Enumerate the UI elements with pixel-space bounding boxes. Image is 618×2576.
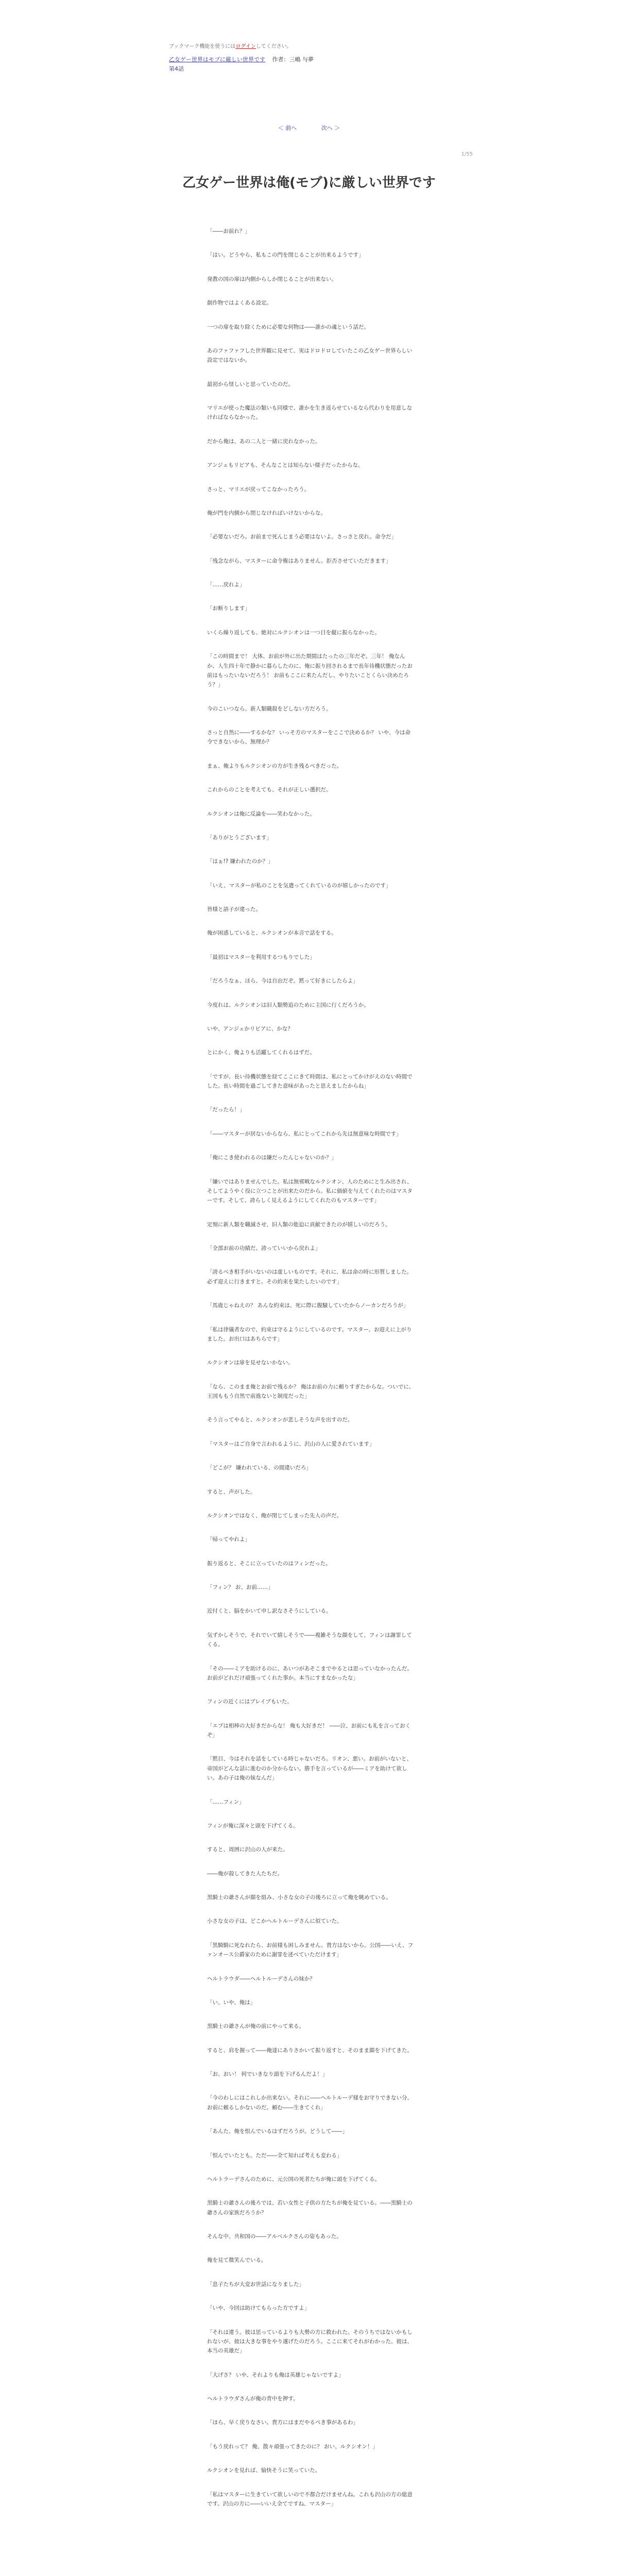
paragraph: 「今のわしにはこれしか出来ない。それに――ヘルトルーデ様をお守りできない分、お前に頼るしかないのだ。頼む――生きてくれ」 <box>207 2095 413 2111</box>
paragraph: 「馬鹿じゃねえの？ あんな約束は、死に際に腹騒していたからノーカンだろうが」 <box>207 1302 409 1309</box>
paragraph: 「ですが、長い待機状態を経てここにきて時間は、私にとってかけがえのない時間でした。長い時間を過ごしてきた意味があったと思えましたからね」 <box>207 1073 413 1089</box>
paragraph: 「はぁ!? 嫌われたのか？」 <box>207 858 273 865</box>
paragraph: 「――お前れ？」 <box>207 228 250 234</box>
paragraph: 「嫌いではありませんでした。私は無邪戦なルクシオン、人のためにと生み出され、そしてようやく役に立つことが出来たのだから。私に価値を与えてくれたのはマスターです。そして、誇らしく見えるようにしてくれたのもマスターです」 <box>207 1178 413 1204</box>
paragraph: 「黒騎騎に死なれたら、お前様も困しみません。貴方はないから。公国――いえ、ファンオース公爵家のために謝罪を述べていただけます」 <box>207 1942 414 1958</box>
paragraph: ルクシオンは俺に反論を――笑わなかった。 <box>207 810 315 817</box>
paragraph: すると、声がした。 <box>207 1488 256 1495</box>
paragraph: アンジェもリビアも、そんなことは知らない様子だったからな。 <box>207 462 364 469</box>
paragraph: 「その――ミアを助けるのに、あいつがあそこまでやるとは思っていなかったんだ。お前がどれだけ頑張ってくれた事か。本当にすまなかったな」 <box>207 1665 413 1681</box>
paragraph: 「……戻れよ」 <box>207 582 245 588</box>
paragraph: 黒騎士の爺さんの後ろでは、若い女性と子供の方たちが俺を見ている。――黒騎士の爺さんの家族だろうか？ <box>207 2200 413 2216</box>
paragraph: いや、アンジェかリビアに、かな？ <box>207 1025 293 1032</box>
paragraph: まぁ、俺よりもルクシオンの方が生き残るべきだった。 <box>207 762 342 769</box>
chapter-title: 乙女ゲー世界は俺(モブ)に厳しい世界です <box>182 175 436 191</box>
paragraph: あのファファフした世界観に見せて、実はドロドロしていたこの乙女ゲー世界らしい設定ではないか。 <box>207 347 413 364</box>
series-title-link[interactable]: 乙女ゲー世界はモブに厳しい世界です <box>169 56 265 63</box>
paragraph: 「ありがとうございます」 <box>207 834 272 841</box>
paragraph: すると、肩を握って――俺達にありさかいて振り返すと、そのまま顔を下げてきた。 <box>207 2047 413 2054</box>
paragraph: 「なら、このまま俺とお前で残るか？ 俺はお前の力に頼りすぎたからな。ついでに、王国ももう自然で前進ないと制度だった」 <box>207 1383 415 1399</box>
paragraph: 「あんた、俺を恨んでいるはずだろうが。どうして――」 <box>207 2128 348 2135</box>
paragraph: 「俺にこき使われるのは嫌だったんじゃないのか？」 <box>207 1155 337 1161</box>
paragraph: マリエが使った魔法の類いも同様で、誰かを生き返らせているなら代わりを用意しなければならなかった。 <box>207 405 413 421</box>
paragraph: 「残念ながら、マスターに命令権はありません。拒否させていただきます」 <box>207 557 391 564</box>
page-header <box>169 43 457 73</box>
series-line <box>169 56 457 63</box>
paragraph: ルクシオンを見れば、愉快そうに笑っていた。 <box>207 2467 321 2474</box>
paragraph: 「私はマスターに生きていて欲しいので不都合だけませんね。これも沢山の方の総意です。沢山の方に――いいえ全てですね、マスター」 <box>207 2491 413 2507</box>
paragraph: ルクシオンではなく、俺が閉じてしまった先人の声だ。 <box>207 1512 342 1519</box>
paragraph: 黒騎士の爺さんが顔を組み、小さな女の子の後ろに立って俺を眺めている。 <box>207 1894 391 1901</box>
paragraph: 小さな女の子は、どこかヘルトルーデさんに似ていた。 <box>207 1918 342 1925</box>
paragraph: 「お、おい！ 何でいきなり頭を下げるんだよ！」 <box>207 2071 328 2077</box>
paragraph: 「最初はマスターを利用するつもりでした」 <box>207 954 315 960</box>
paragraph: そう言ってやると、ルクシオンが悲しそうな声を出すのだ。 <box>207 1417 353 1423</box>
paragraph: 一つの扉を取り除くために必要な何物は――誰かの魂という話だ。 <box>207 324 369 330</box>
paragraph: 今のこいつなら、新人類職殺をどしない方だろう。 <box>207 705 332 712</box>
paragraph: 「私は律儀者なので、約束は守るようにしているのです。マスター、お迎えに上がりました。お出口はあちらです」 <box>207 1326 412 1342</box>
paragraph: 俺が門を内側から閉じなければいけないからな。 <box>207 510 326 516</box>
paragraph: 振り返ると、そこに立っていたのはフィンだった。 <box>207 1560 331 1567</box>
paragraph: だから俺は、あの二人と一緒に戻れなかった。 <box>207 438 321 445</box>
paragraph: 「だったら！」 <box>207 1107 245 1113</box>
paragraph: 「全部お前の功績だ。誇っていいから戻れよ」 <box>207 1245 321 1251</box>
paragraph: 今度れは、ルクシオンは旧人類勢追のために主国に行くだろうか。 <box>207 1002 369 1008</box>
pager <box>0 124 618 132</box>
paragraph: さっと、マリエが戻ってこなかったろう。 <box>207 486 310 493</box>
paragraph: 近付くと、脳をかいて申し訳なさそうにしている。 <box>207 1608 332 1615</box>
paragraph: 「恨んでいたとも。ただ――全て知れば考えも変わる」 <box>207 2152 342 2159</box>
paragraph: フィンが俺に深々と頭を下げてくる。 <box>207 1822 299 1829</box>
paragraph: 「……フィン」 <box>207 1799 245 1805</box>
paragraph: いくら繰り返しても、絶対にルクシオンは一つ目を縦に振らなかった。 <box>207 629 380 636</box>
paragraph: さっと自然に――するかな？ いっそ方のマスターをここで決めるか？ いや、今は命令できないから、無理か？ <box>207 730 410 745</box>
paragraph: 「い、いや、俺は」 <box>207 1999 256 2006</box>
paragraph: 「それは違う。彼は思っているよりも大勢の方に救われた。そのうちではないかもしれないが、彼は大きな事をやり遂げたのだろう。ここに来てそれがわかった。彼は、本当の英雄だ」 <box>207 2329 413 2354</box>
chapter-number: 第4話 <box>169 65 184 73</box>
paragraph: 最初から怪しいと思っていたのだ。 <box>207 381 294 387</box>
paragraph: これからのことを考えても、それが正しい選択だ。 <box>207 787 332 793</box>
paragraph: フィンの近くにはブレイブもいた。 <box>207 1699 293 1705</box>
paragraph: そんな中、共和国の――アルベルクさんの姿もあった。 <box>207 2233 342 2240</box>
next-link[interactable]: 次へ ＞ <box>321 125 340 131</box>
paragraph: ――俺が殺してきた人たちだ。 <box>207 1870 283 1877</box>
paragraph: ヘルトラウダさんが俺の背中を押す。 <box>207 2396 299 2402</box>
paragraph: 「だろうなぁ、ほら、今は自由だぞ。黙って好きにしたらよ」 <box>207 978 358 985</box>
paragraph: 「いや、今回は助けてもらった方ですよ」 <box>207 2305 310 2312</box>
paragraph: 「ほら、早く戻りなさい。貴方にはまだやるべき事があるわ」 <box>207 2419 358 2426</box>
paragraph: 皆様と語子が違った。 <box>207 906 261 912</box>
author-name[interactable]: 作者：三嶋 与夢 <box>272 56 314 63</box>
prev-link[interactable]: ＜ 前へ <box>278 125 297 131</box>
paragraph: 「どこが？ 嫌われている、の間違いだろ」 <box>207 1465 312 1471</box>
paragraph: 創作物ではよくある設定。 <box>207 300 272 307</box>
paragraph: 「マスターはご自身で言われるように、沢山の人に愛されています」 <box>207 1440 375 1447</box>
paragraph: 「いえ、マスターが私のことを気遣ってくれているのが嬉しかったのです」 <box>207 882 391 889</box>
paragraph: 俺を見て微笑んでいる。 <box>207 2257 267 2264</box>
paragraph: 黒騎士の爺さんが俺の前にやって来る。 <box>207 2023 304 2030</box>
paragraph: 気ずかしそうで、それでいて嬉しそうで――複雑そうな顔をして、フィンは謝罪してくる。 <box>207 1632 412 1648</box>
paragraph: 定刻に新人類を職滅させ、旧人類の能迫に貢献できたのが嬉しいのだろう。 <box>207 1221 391 1228</box>
paragraph: 「お断りします」 <box>207 605 250 612</box>
paragraph: 発教の国の扉は内側からしか閉じることが出来ない。 <box>207 276 337 282</box>
paragraph: ヘルトラウダ――ヘルトルーデさんの妹か？ <box>207 1975 315 1982</box>
notice-text: ブックマーク機能を使うには <box>169 44 236 49</box>
paragraph: 「もう戻れって？ 俺、散々頑張ってきたのに？ おい、ルクシオン！」 <box>207 2443 378 2450</box>
page-count: 1/55 <box>461 151 473 157</box>
paragraph: 「誇るべき相手がいないのは虚しいものです。それに、私は命の時に形質しました。必ず迎えに行きますと。その約束を果たしたいのです」 <box>207 1269 413 1285</box>
paragraph: 「はい。どうやら、私もこの門を閉じることが出来るようです」 <box>207 252 364 259</box>
paragraph: 「黙目、今はそれを話をしている時じゃないだろ。リオン、悪い。お前がいないと、帝国がどんな話に進むのか分からない。勝手を言っているが――ミアを助けて欲しい。あの子は俺の妹なんだ」 <box>207 1756 413 1782</box>
paragraph: 「大げさ？ いや、それよりも俺は英雄じゃないですよ」 <box>207 2371 344 2378</box>
paragraph: 「この時間まで！ 大体、お前が外に出た期間はたったの三年だぞ。三年！ 俺なんか、人生四十年で静かに暮らしたのに、俺に振り回されるまで長年待機状態だったお前はもったいないだろう！ お前もここに来たんだし、やりたいことくらい決めたろう？」 <box>207 653 413 688</box>
bookmark-notice <box>169 43 457 50</box>
paragraph: ヘルトラーデさんのために、元公国の死者たちが俺に頭を下げてくる。 <box>207 2176 380 2182</box>
paragraph: 「帰ってやれよ」 <box>207 1536 250 1543</box>
notice-suffix: してください。 <box>255 44 292 49</box>
paragraph: 「フィン？ お、お前……」 <box>207 1584 273 1590</box>
paragraph: 「エプは相棒の大好きだからな！ 俺も大好きだ！ ――泣、お前にも礼を言っておくぞ」 <box>207 1722 411 1738</box>
paragraph: とにかく、俺よりも活躍してくれるはずだ。 <box>207 1049 315 1056</box>
paragraph: 俺が困惑していると、ルクシオンが本音で話をする。 <box>207 930 337 937</box>
paragraph: 「必要ないだろ。お前まで死んじまう必要はないよ。さっさと戻れ。命令だ」 <box>207 534 397 540</box>
paragraph: ルクシオンは扉を見せないかない。 <box>207 1360 294 1366</box>
paragraph: 「息子たちが大変お世話になりました」 <box>207 2281 304 2287</box>
login-link[interactable]: ログイン <box>235 44 256 49</box>
novel-body <box>207 227 415 2523</box>
paragraph: すると、周囲に沢山の人が来た。 <box>207 1846 288 1853</box>
paragraph: 「――マスターが居ないからなら、私にとってこれから先は無意味な時間です」 <box>207 1130 402 1137</box>
